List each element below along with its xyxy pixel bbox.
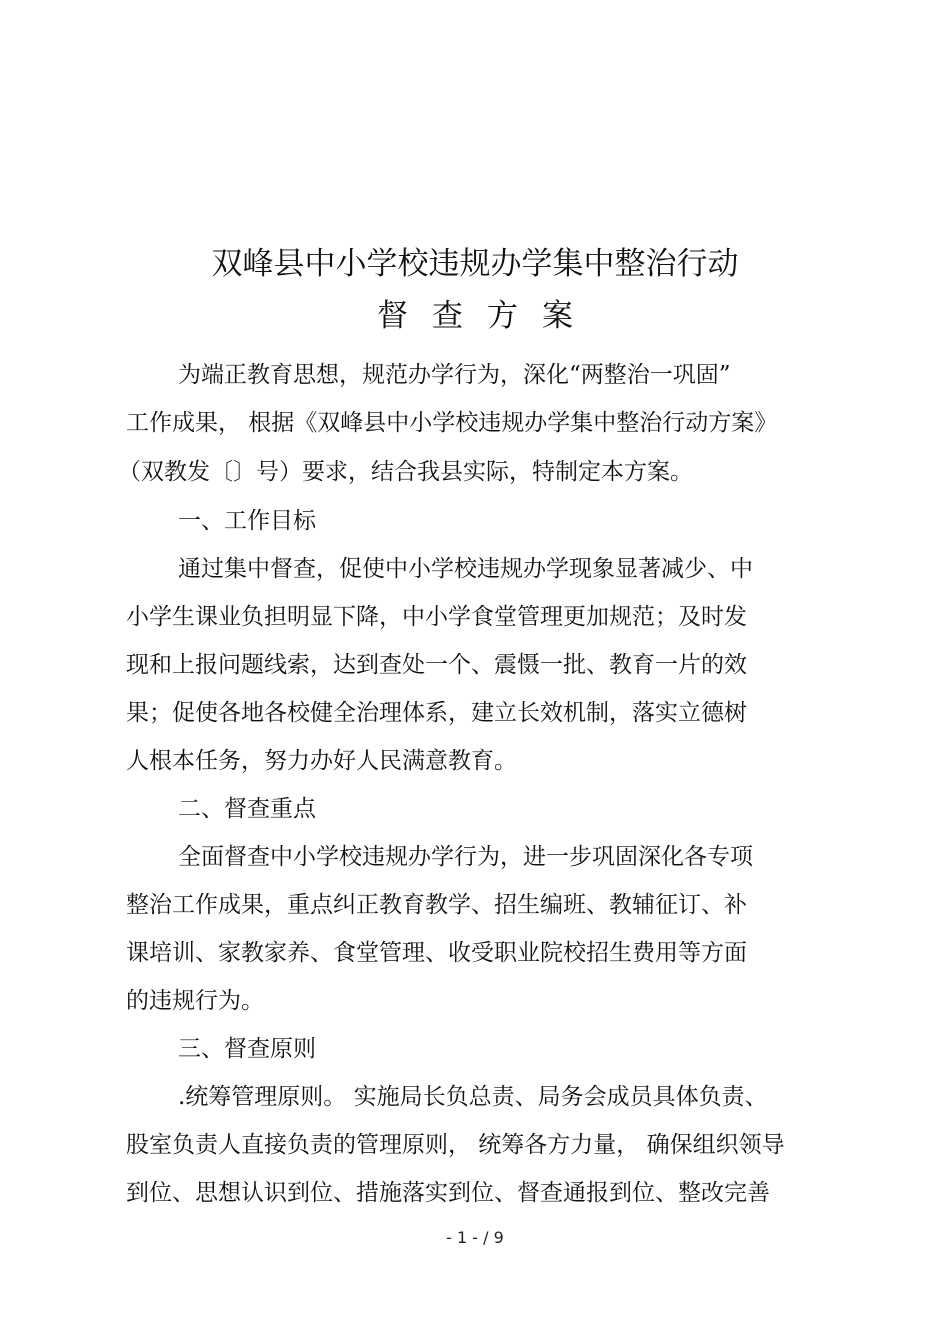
paragraph-line: 工作成果， 根据《双峰县中小学校违规办学集中整治行动方案》: [126, 410, 778, 436]
paragraph-line: 股室负责人直接负责的管理原则， 统筹各方力量， 确保组织领导: [126, 1132, 785, 1158]
document-title: 双峰县中小学校违规办学集中整治行动: [211, 246, 739, 282]
section-heading: 三、督查原则: [178, 1036, 316, 1062]
paragraph-line: 现和上报问题线索，达到查处一个、震慑一批、教育一片的效: [126, 652, 747, 678]
paragraph-line: .统筹管理原则。 实施局长负总责、局务会成员具体负责、: [178, 1084, 768, 1110]
paragraph-line: 为端正教育思想，规范办学行为，深化“两整治一巩固”: [178, 362, 731, 388]
document-subtitle: 督查方案: [377, 298, 597, 334]
paragraph-line: 果；促使各地各校健全治理体系，建立长效机制，落实立德树: [126, 700, 747, 726]
page-indicator: - 1 - / 9: [446, 1228, 504, 1247]
paragraph-line: 人根本任务，努力办好人民满意教育。: [126, 748, 517, 774]
paragraph-line: 整治工作成果，重点纠正教育教学、招生编班、教辅征订、补: [126, 892, 747, 918]
paragraph-line: （双教发〔〕号）要求，结合我县实际，特制定本方案。: [118, 459, 693, 485]
paragraph-line: 全面督查中小学校违规办学行为，进一步巩固深化各专项: [178, 844, 753, 870]
paragraph-line: 的违规行为。: [126, 988, 264, 1014]
section-heading: 一、工作目标: [178, 508, 316, 534]
paragraph-line: 课培训、家教家养、食堂管理、收受职业院校招生费用等方面: [126, 940, 747, 966]
paragraph-line: 小学生课业负担明显下降，中小学食堂管理更加规范；及时发: [126, 604, 747, 630]
paragraph-line: 通过集中督查，促使中小学校违规办学现象显著减少、中: [178, 556, 753, 582]
paragraph-line: 到位、思想认识到位、措施落实到位、督查通报到位、整改完善: [126, 1180, 770, 1206]
section-heading: 二、督查重点: [178, 796, 316, 822]
